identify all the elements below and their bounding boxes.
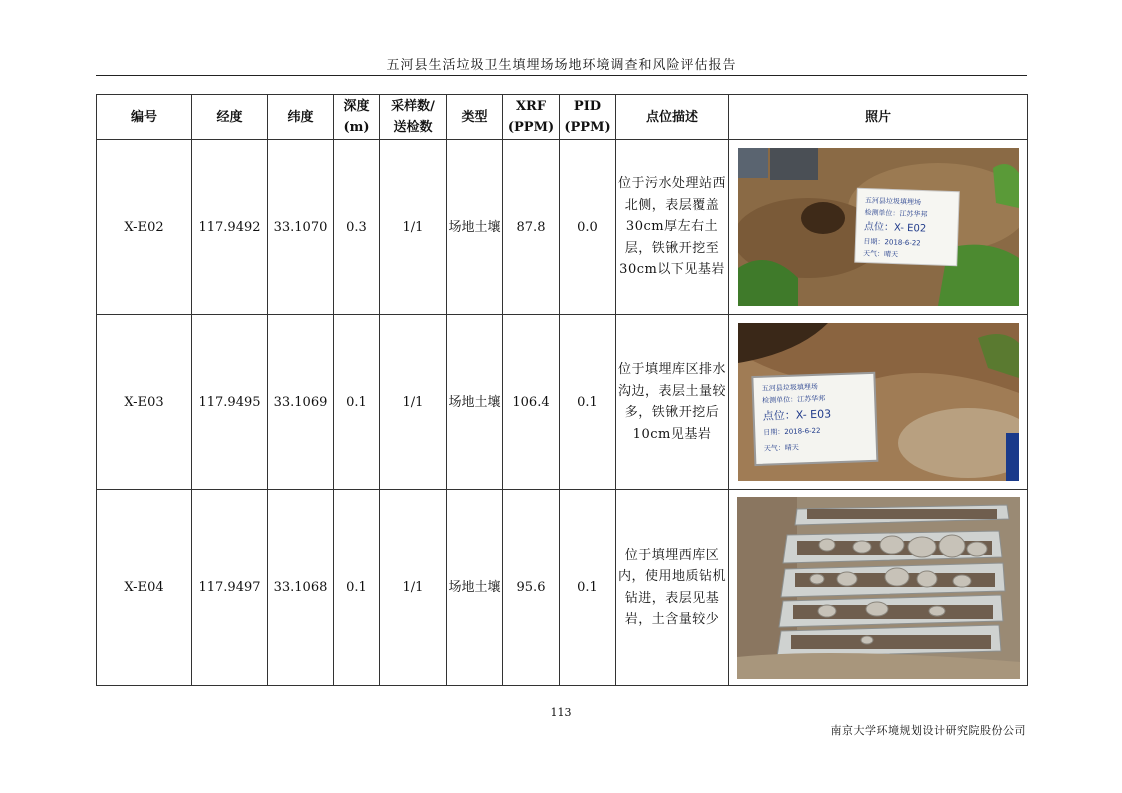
col-header-id: 编号 bbox=[97, 95, 192, 140]
col-header-depth-line1: 深度 bbox=[343, 99, 370, 114]
sampling-table bbox=[96, 94, 1028, 686]
col-header-pid bbox=[560, 95, 616, 140]
col-header-xrf-line1: XRF bbox=[515, 99, 547, 114]
col-header-photo: 照片 bbox=[729, 95, 1028, 140]
cell-depth: 0.1 bbox=[334, 315, 380, 490]
core-tray-photo-x-e04 bbox=[737, 497, 1020, 679]
cell-type: 场地土壤 bbox=[447, 315, 503, 490]
col-header-type: 类型 bbox=[447, 95, 503, 140]
cell-photo bbox=[729, 490, 1028, 686]
header-rule bbox=[96, 75, 1027, 76]
cell-id: X-E04 bbox=[97, 490, 192, 686]
cell-depth: 0.3 bbox=[334, 140, 380, 315]
footer-organization: 南京大学环境规划设计研究院股份公司 bbox=[830, 724, 1026, 737]
board-line-3: 点位：X- E02 bbox=[863, 221, 926, 235]
col-header-xrf-line2: (PPM) bbox=[507, 120, 555, 135]
table-row bbox=[97, 490, 1028, 686]
board-line-5: 天气：晴天 bbox=[763, 443, 799, 453]
cell-desc: 位于填埋库区排水沟边，表层土量较多，铁锹开挖后10cm见基岩 bbox=[616, 315, 729, 490]
board-line-2: 检测单位：江苏华邦 bbox=[863, 208, 928, 219]
col-header-xrf bbox=[503, 95, 560, 140]
cell-photo bbox=[729, 140, 1028, 315]
col-header-samples bbox=[380, 95, 447, 140]
cell-id: X-E03 bbox=[97, 315, 192, 490]
cell-id: X-E02 bbox=[97, 140, 192, 315]
board-line-1: 五河县垃圾填埋场 bbox=[761, 382, 818, 393]
board-line-4: 日期：2018-6-22 bbox=[762, 426, 821, 437]
cell-pid: 0.1 bbox=[560, 315, 616, 490]
col-header-pid-line1: PID bbox=[573, 99, 602, 114]
running-header-title: 五河县生活垃圾卫生填埋场场地环境调查和风险评估报告 bbox=[386, 58, 737, 73]
cell-desc: 位于填埋西库区内，使用地质钻机钻进，表层见基岩，土含量较少 bbox=[616, 490, 729, 686]
col-header-samples-line2: 送检数 bbox=[393, 120, 433, 135]
cell-lat: 33.1068 bbox=[268, 490, 334, 686]
table-header-row bbox=[97, 95, 1028, 140]
col-header-samples-line1: 采样数/ bbox=[391, 99, 435, 114]
cell-depth: 0.1 bbox=[334, 490, 380, 686]
cell-lon: 117.9492 bbox=[192, 140, 268, 315]
cell-xrf: 106.4 bbox=[503, 315, 560, 490]
table-row bbox=[97, 315, 1028, 490]
board-line-4: 日期：2018-6-22 bbox=[862, 237, 921, 248]
col-header-lon: 经度 bbox=[192, 95, 268, 140]
cell-samples: 1/1 bbox=[380, 140, 447, 315]
board-line-3: 点位：X- E03 bbox=[762, 407, 831, 423]
cell-lon: 117.9497 bbox=[192, 490, 268, 686]
cell-xrf: 87.8 bbox=[503, 140, 560, 315]
col-header-depth bbox=[334, 95, 380, 140]
cell-samples: 1/1 bbox=[380, 315, 447, 490]
board-line-1: 五河县垃圾填埋场 bbox=[864, 196, 921, 207]
cell-lat: 33.1070 bbox=[268, 140, 334, 315]
board-line-5: 天气：晴天 bbox=[862, 249, 898, 259]
cell-samples: 1/1 bbox=[380, 490, 447, 686]
col-header-desc: 点位描述 bbox=[616, 95, 729, 140]
cell-type: 场地土壤 bbox=[447, 140, 503, 315]
cell-lon: 117.9495 bbox=[192, 315, 268, 490]
cell-desc: 位于污水处理站西北侧，表层覆盖30cm厚左右土层，铁锹开挖至30cm以下见基岩 bbox=[616, 140, 729, 315]
site-photo-x-e02 bbox=[738, 148, 1019, 306]
col-header-pid-line2: (PPM) bbox=[564, 120, 611, 135]
cell-lat: 33.1069 bbox=[268, 315, 334, 490]
cell-xrf: 95.6 bbox=[503, 490, 560, 686]
cell-type: 场地土壤 bbox=[447, 490, 503, 686]
cell-photo bbox=[729, 315, 1028, 490]
col-header-lat: 纬度 bbox=[268, 95, 334, 140]
cell-pid: 0.1 bbox=[560, 490, 616, 686]
board-line-2: 检测单位：江苏华邦 bbox=[761, 394, 825, 405]
col-header-depth-line2: (m) bbox=[343, 120, 370, 135]
cell-pid: 0.0 bbox=[560, 140, 616, 315]
table-row bbox=[97, 140, 1028, 315]
site-photo-x-e03 bbox=[738, 323, 1019, 481]
page-number: 113 bbox=[550, 706, 572, 719]
